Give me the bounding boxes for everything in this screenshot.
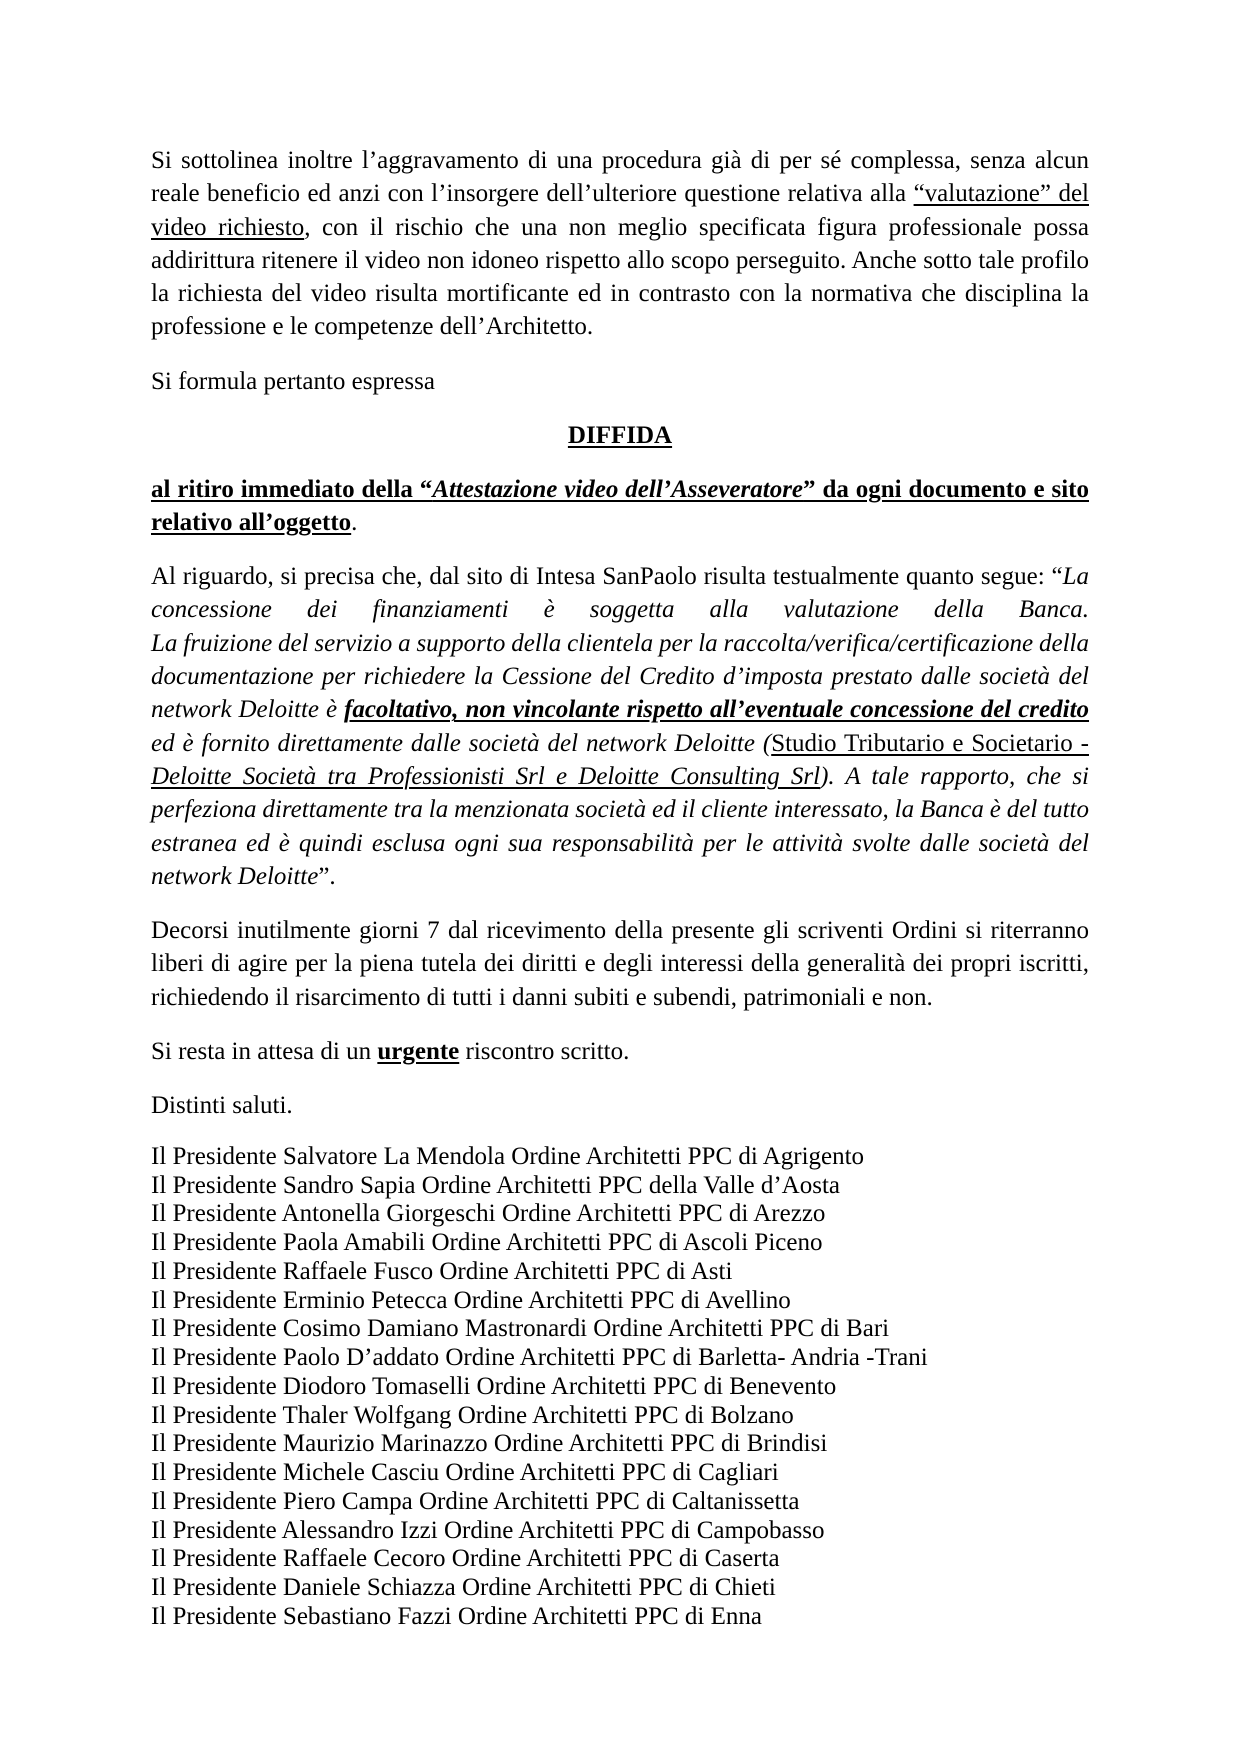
text-line [151,244,1089,277]
bank-quote-paragraph [151,560,1089,893]
text-line [151,914,1089,947]
text-line [151,365,1089,398]
text-line [151,660,1089,693]
signatory-line: Il Presidente Raffaele Cecoro Ordine Architetti PPC di Caserta [151,1545,780,1573]
bold-underlined-text: ” da ogni documento e sito [803,475,1089,503]
signatory-line: Il Presidente Erminio Petecca Ordine Architetti PPC di Avellino [151,1286,791,1314]
text-line [151,947,1089,980]
signatory-line: Il Presidente Alessandro Izzi Ordine Architetti PPC di Campobasso [151,1516,825,1544]
italic-text: estranea ed è quindi esclusa ogni sua responsabilità per le attività svolte dalle società del [151,829,1089,857]
text-run: Si sottolinea inoltre l’aggravamento di una procedura già di per sé complessa, senza alcun [151,147,1089,174]
text-line [151,211,1089,244]
bold-underlined-text: relativo all’oggetto [151,509,352,537]
text-line [151,277,1089,310]
text-line [151,177,1089,210]
signatory-line: Il Presidente Sebastiano Fazzi Ordine Architetti PPC di Enna [151,1602,762,1630]
text-run: , con il rischio che una non meglio specificata figura professionale possa [304,213,1089,241]
underlined-text: “valutazione” del [913,180,1089,208]
signatory-line: Il Presidente Daniele Schiazza Ordine Architetti PPC di Chieti [151,1574,776,1602]
signatory-list [151,1143,1089,1632]
text-run: richiedendo il risarcimento di tutti i danni subiti e subendi, patrimoniali e non. [151,983,933,1011]
text-line [151,593,1089,626]
text-line [151,1035,1089,1068]
signatory-line: Il Presidente Maurizio Marinazzo Ordine Architetti PPC di Brindisi [151,1430,828,1458]
text-line [151,693,1089,726]
text-run: riscontro scritto. [459,1037,630,1065]
text-run: . [351,509,358,537]
concern-paragraph [151,144,1089,344]
text-run: Decorsi inutilmente giorni 7 dal ricevimento della presente gli scriventi Ordini si riterranno [151,916,1089,944]
bold-underlined-text: facoltativo, non vincolante rispetto all’eventuale concessione del credito [344,696,1090,724]
demand-statement [151,473,1089,540]
signatory-line: Il Presidente Paolo D’addato Ordine Architetti PPC di Barletta- Andria -Trani [151,1344,928,1372]
italic-text: concessione dei finanziamenti è soggetta alla valutazione della Banca. [151,596,1089,624]
text-line [151,727,1089,760]
text-line [151,560,1089,593]
bold-underlined-text: al ritiro immediato della “ [151,475,433,503]
underlined-text: Deloitte Società tra Professionisti Srl e Deloitte Consulting Srl [151,762,821,790]
text-run: la richiesta del video risulta mortificante ed in contrasto con la normativa che disciplina la [151,280,1089,308]
text-run: Al riguardo, si precisa che, dal sito di Intesa SanPaolo risulta testualmente quanto segue: “ [151,563,1063,591]
italic-text: network Deloitte [151,862,319,890]
signatory-line: Il Presidente Sandro Sapia Ordine Architetti PPC della Valle d’Aosta [151,1171,841,1199]
formula-line [151,365,1089,398]
bold-underlined-text: urgente [377,1037,460,1065]
italic-text: La [1062,563,1089,591]
text-run: liberi di agire per la piena tutela dei diritti e degli interessi della generalità dei propri iscritti, [151,950,1089,978]
text-line [151,419,1089,452]
text-line [151,473,1089,506]
signatory-line: Il Presidente Salvatore La Mendola Ordine Architetti PPC di Agrigento [151,1142,865,1170]
text-run: professione e le competenze dell’Architetto. [151,313,594,341]
text-run: ”. [318,862,336,890]
text-run: Si resta in attesa di un [151,1037,378,1065]
bold-underlined-text: Attestazione video dell’Asseveratore [432,475,804,503]
italic-text: network Deloitte è [151,696,344,724]
text-run: reale beneficio ed anzi con l’insorgere dell’ulteriore questione relativa alla [151,180,914,208]
signatory-line: Il Presidente Diodoro Tomaselli Ordine Architetti PPC di Benevento [151,1372,837,1400]
text-line [151,627,1089,660]
text-line [151,827,1089,860]
awaiting-reply-line [151,1035,1089,1068]
text-line [151,793,1089,826]
signatory-line: Il Presidente Piero Campa Ordine Architetti PPC di Caltanissetta [151,1487,800,1515]
closing-salutation [151,1089,1089,1122]
underlined-text: video richiesto [151,213,305,241]
signatory-line: Il Presidente Antonella Giorgeschi Ordine Architetti PPC di Arezzo [151,1200,826,1228]
text-run: addirittura ritenere il video non idoneo rispetto allo scopo perseguito. Anche sotto tale profilo [151,246,1089,274]
signatory-line: Il Presidente Paola Amabili Ordine Architetti PPC di Ascoli Piceno [151,1229,823,1257]
italic-text: perfeziona direttamente tra la menzionata società ed il cliente interessato, la Banca è del tutto [151,796,1089,824]
italic-text: ). A tale rapporto, che si [820,762,1090,790]
text-line [151,506,1089,539]
italic-text: ed è fornito direttamente dalle società del network Deloitte ( [151,729,772,757]
signatory-line: Il Presidente Thaler Wolfgang Ordine Architetti PPC di Bolzano [151,1401,794,1429]
text-run: Distinti saluti. [151,1091,293,1119]
italic-text: La fruizione del servizio a supporto della clientela per la raccolta/verifica/certificazione della [151,629,1089,657]
signatory-line: Il Presidente Michele Casciu Ordine Architetti PPC di Cagliari [151,1459,779,1487]
signatory-line: Il Presidente Cosimo Damiano Mastronardi Ordine Architetti PPC di Bari [151,1315,890,1343]
text-line [151,1089,1089,1122]
text-line [151,981,1089,1014]
text-line [151,310,1089,343]
deadline-paragraph [151,914,1089,1014]
text-line [151,144,1089,177]
text-line [151,760,1089,793]
signatory-line: Il Presidente Raffaele Fusco Ordine Architetti PPC di Asti [151,1257,733,1285]
diffida-title [151,419,1089,452]
underlined-text: Studio Tributario e Societario - [771,729,1089,757]
italic-text: documentazione per richiedere la Cessione del Credito d’imposta prestato dalle società del [151,663,1089,691]
bold-underlined-text: DIFFIDA [567,421,673,449]
text-run: Si formula pertanto espressa [151,367,435,395]
text-line [151,860,1089,893]
